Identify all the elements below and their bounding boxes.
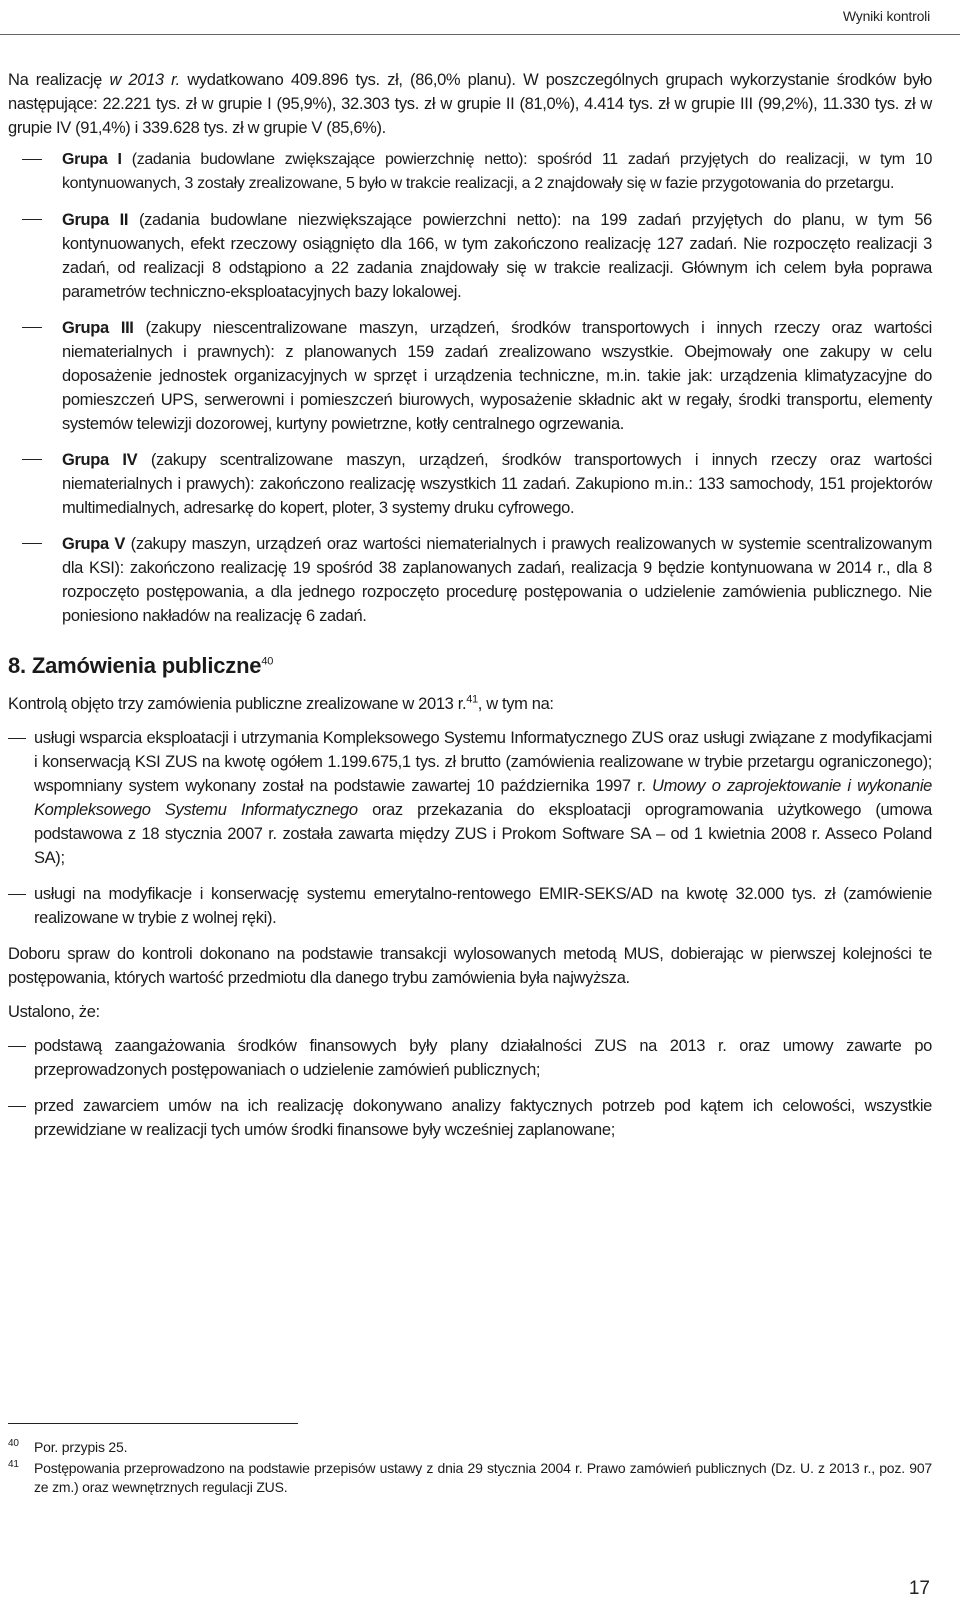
page-header xyxy=(0,0,960,35)
dash-bullet-icon xyxy=(22,459,42,460)
footnote-text: Postępowania przeprowadzono na podstawie przepisów ustawy z dnia 29 stycznia 2004 r. Prawo zamówień publicznych (Dz. U. z 2013 r., poz. 907 ze zm.) oraz wewnętrznych regulacji ZUS. xyxy=(34,1460,932,1495)
group-item-2 xyxy=(8,208,932,304)
selection-paragraph: Doboru spraw do kontroli dokonano na podstawie transakcji wylosowanych metodą MUS, dobierając w pierwszej kolejności te postępowania, których wartość przedmiotu dla danego trybu zamówienia była najwyższa. xyxy=(8,945,932,987)
dash-bullet-icon xyxy=(22,159,42,160)
intro-paragraph xyxy=(8,68,932,140)
dash-bullet-icon xyxy=(22,219,42,220)
footnote-number: 40 xyxy=(8,1438,19,1449)
footnote-ref-40[interactable]: 40 xyxy=(261,655,274,668)
group-label: Grupa V xyxy=(62,535,126,553)
group-item-1 xyxy=(8,148,932,196)
control-lead-text: Kontrolą objęto trzy zamówienia publiczne zrealizowane w 2013 r. xyxy=(8,695,467,713)
page-number: 17 xyxy=(908,1578,930,1599)
control-item-2 xyxy=(8,882,932,930)
dash-bullet-icon xyxy=(22,543,42,544)
dash-bullet-icon xyxy=(8,1046,26,1047)
control-item-text: usługi wsparcia eksploatacji i utrzymania Kompleksowego Systemu Informatycznego ZUS oraz usługi związane z modyfikacjami i konserwacją KSI ZUS na kwotę ogółem 1.199.675,1 tys. zł brutto (zamówienia realizowane w trybie przetargu ograniczonego); wspomniany system wykonany został na podstawie zawartej 10 października 1997 r. xyxy=(34,729,932,795)
dash-bullet-icon xyxy=(8,894,26,895)
footnote-divider xyxy=(8,1423,298,1424)
group-text: (zadania budowlane zwiększające powierzchnię netto): spośród 11 zadań przyjętych do realizacji, w tym 10 kontynuowanych, 3 zostały zrealizowane, 5 było w trakcie realizacji, a 2 znajdowały się w fazie przygotowania do przetargu. xyxy=(62,151,932,192)
footnotes xyxy=(8,1423,932,1499)
footnote-41 xyxy=(8,1459,932,1497)
control-item-text: oraz przekazania do eksploatacji oprogramowania użytkowego (umowa podstawowa z 18 stycznia 2007 r. została zawarta między ZUS i Prokom Software SA – od 1 kwietnia 2008 r. Asseco Poland SA); xyxy=(34,801,932,867)
footnote-40 xyxy=(8,1438,932,1457)
group-label: Grupa I xyxy=(62,151,122,168)
contract-title: Umowy o zaprojektowanie i wykonanie Kompleksowego Systemu Informatycznego xyxy=(34,777,932,819)
group-label: Grupa II xyxy=(62,211,129,229)
footnote-number: 41 xyxy=(8,1459,19,1470)
running-head: Wyniki kontroli xyxy=(842,8,930,24)
group-text: (zakupy maszyn, urządzeń oraz wartości niematerialnych i prawych realizowanych w systemie scentralizowanym dla KSI): zakończono realizację 19 spośród 38 zaplanowanych zadań, realizacja 9 będzie kontynuowana w 2014 r., dla 8 rozpoczęto postępowania, a dla jednego rozpoczęto procedurę postępowania o udzielenie zamówienia publicznego. Nie poniesiono nakładów na realizację 6 zadań. xyxy=(62,535,932,625)
finding-item-2 xyxy=(8,1094,932,1142)
group-text: (zadania budowlane niezwiększające powierzchni netto): na 199 zadań przyjętych do planu, w tym 56 kontynuowanych, efekt rzeczowy osiągnięto dla 166, w tym zakończono realizację 127 zadań. Nie rozpoczęto realizacji 3 zadań, od realizacji 8 odstąpiono a 22 zadania znajdowały się w trakcie realizacji. Głównym ich celem była poprawa parametrów techniczno-eksploatacyjnych bazy lokalowej. xyxy=(62,211,932,301)
group-label: Grupa IV xyxy=(62,451,138,469)
group-list xyxy=(8,148,932,628)
intro-text-2: wydatkowano 409.896 tys. zł, (86,0% planu). W poszczególnych grupach wykorzystanie środków było następujące: 22.221 tys. zł w grupie I (95,9%), 32.303 tys. zł w grupie II (81,0%), 4.414 tys. zł w grupie III (99,2%), 11.330 tys. zł w grupie IV (91,4%) i 339.628 tys. zł w grupie V (85,6%). xyxy=(8,71,933,137)
findings-lead: Ustalono, że: xyxy=(8,1003,100,1021)
dash-bullet-icon xyxy=(8,1106,26,1107)
dash-bullet-icon xyxy=(22,327,42,328)
finding-text: podstawą zaangażowania środków finansowych były plany działalności ZUS na 2013 r. oraz umowy zawarte po przeprowadzonych postępowaniach o udzielenie zamówień publicznych; xyxy=(34,1037,932,1079)
group-item-3 xyxy=(8,316,932,436)
footnote-ref-41[interactable]: 41 xyxy=(466,693,478,706)
group-item-4 xyxy=(8,448,932,520)
control-item-1 xyxy=(8,726,932,870)
control-item-text: usługi na modyfikacje i konserwację systemu emerytalno-rentowego EMIR-SEKS/AD na kwotę 32.000 tys. zł (zamówienie realizowane w trybie z wolnej ręki). xyxy=(34,885,932,927)
control-lead xyxy=(8,692,932,716)
document-body xyxy=(8,68,932,1154)
group-text: (zakupy niescentralizowane maszyn, urządzeń, środków transportowych i innych rzeczy oraz wartości niematerialnych i prawnych): z planowanych 159 zadań zrealizowano wszystkie. Obejmowały one zakupy w celu doposażenie jednostek organizacyjnych w sprzęt i urządzenia techniczne, m.in. takie jak: urządzenia klimatyzacyjne do pomieszczeń UPS, serwerowni i pomieszczeń biurowych, wyposażenie składnic akt w regały, środki transportu, elementy systemów telewizji dozorowej, kurtyny powietrzne, kotły centralnego ogrzewania. xyxy=(62,319,933,433)
intro-text-1: Na realizację xyxy=(8,71,110,89)
section-heading xyxy=(8,652,932,680)
intro-text-italic: w 2013 r. xyxy=(109,71,180,89)
section-title: 8. Zamówienia publiczne xyxy=(8,653,262,678)
finding-item-1 xyxy=(8,1034,932,1082)
footnote-text: Por. przypis 25. xyxy=(34,1439,128,1455)
dash-bullet-icon xyxy=(8,738,26,739)
control-lead-tail: , w tym na: xyxy=(477,695,554,713)
group-text: (zakupy scentralizowane maszyn, urządzeń, środków transportowych i innych rzeczy oraz wartości niematerialnych i prawych): zakończono realizację wszystkich 11 zadań. Zakupiono m.in.: 133 samochody, 151 projektorów multimedialnych, adresarkę do kopert, ploter, 3 systemy druku cyfrowego. xyxy=(62,451,933,517)
group-item-5 xyxy=(8,532,932,628)
finding-text: przed zawarciem umów na ich realizację dokonywano analizy faktycznych potrzeb pod kątem ich celowości, wszystkie przewidziane w realizacji tych umów środki finansowe były wcześniej zaplanowane; xyxy=(34,1097,932,1139)
group-label: Grupa III xyxy=(62,319,134,337)
